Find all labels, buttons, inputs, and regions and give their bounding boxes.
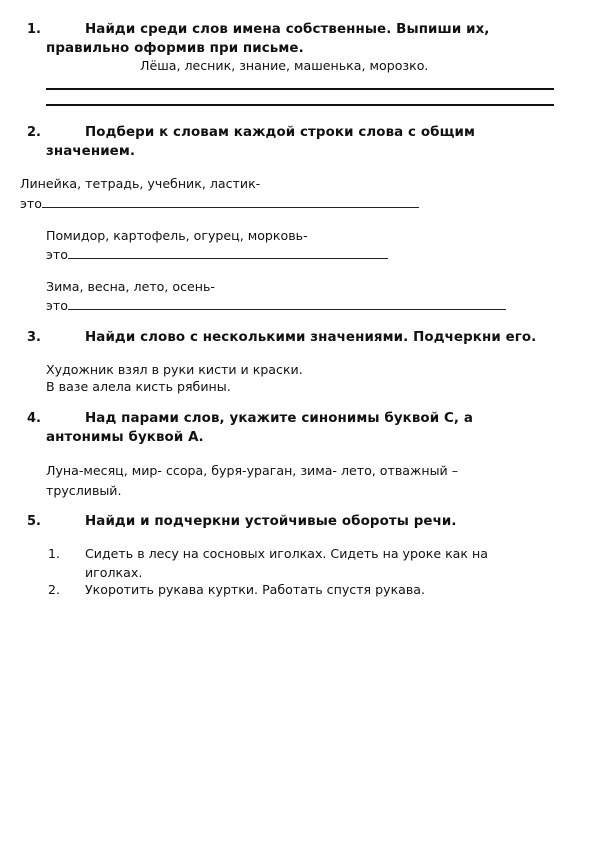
task-3-sentence-1: Художник взял в руки кисти и краски. [46, 362, 303, 377]
task-2-row-2-words: Помидор, картофель, огурец, морковь- [46, 228, 308, 243]
answer-line [46, 104, 554, 106]
task-5-item-2-number: 2. [48, 582, 61, 597]
task-5-item-2-line-1: Укоротить рукава куртки. Работать спустя рукава. [85, 582, 426, 597]
answer-line [68, 299, 506, 310]
task-5-title: Найди и подчеркни устойчивые обороты речи. [85, 514, 457, 529]
answer-line [68, 248, 388, 259]
task-2-title-line-2: значением. [46, 144, 136, 159]
task-5-item-1-line-2: иголках. [85, 565, 143, 580]
task-3-title: Найди слово с несколькими значениями. Подчеркни его. [85, 330, 537, 345]
task-2-row-3-answer [46, 298, 506, 313]
answer-line [46, 88, 554, 90]
task-4-title-line-1: Над парами слов, укажите синонимы буквой С, а [85, 411, 473, 426]
answer-prefix: это [46, 247, 68, 262]
task-2-row-1-answer [20, 196, 419, 211]
answer-line [42, 197, 419, 208]
task-4-title-line-2: антонимы буквой А. [46, 430, 204, 445]
task-1-title-line-2: правильно оформив при письме. [46, 41, 304, 56]
task-3-sentence-2: В вазе алела кисть рябины. [46, 379, 231, 394]
task-1-words: Лёша, лесник, знание, машенька, морозко. [140, 58, 429, 73]
answer-prefix: это [20, 196, 42, 211]
task-2-title-line-1: Подбери к словам каждой строки слова с общим [85, 125, 476, 140]
task-2-row-3-words: Зима, весна, лето, осень- [46, 279, 215, 294]
task-5-number: 5. [27, 514, 41, 529]
task-5-item-1-line-1: Сидеть в лесу на сосновых иголках. Сидеть на уроке как на [85, 546, 488, 561]
task-3-number: 3. [27, 330, 41, 345]
task-4-pairs-line-1: Луна-месяц, мир- ссора, буря-ураган, зима- лето, отважный – [46, 463, 458, 478]
task-4-number: 4. [27, 411, 41, 426]
task-1-number: 1. [27, 22, 41, 37]
answer-prefix: это [46, 298, 68, 313]
task-2-number: 2. [27, 125, 41, 140]
task-4-pairs-line-2: трусливый. [46, 483, 122, 498]
task-1-title-line-1: Найди среди слов имена собственные. Выпиши их, [85, 22, 490, 37]
task-2-row-2-answer [46, 247, 388, 262]
task-2-row-1-words: Линейка, тетрадь, учебник, ластик- [20, 176, 261, 191]
task-5-item-1-number: 1. [48, 546, 61, 561]
